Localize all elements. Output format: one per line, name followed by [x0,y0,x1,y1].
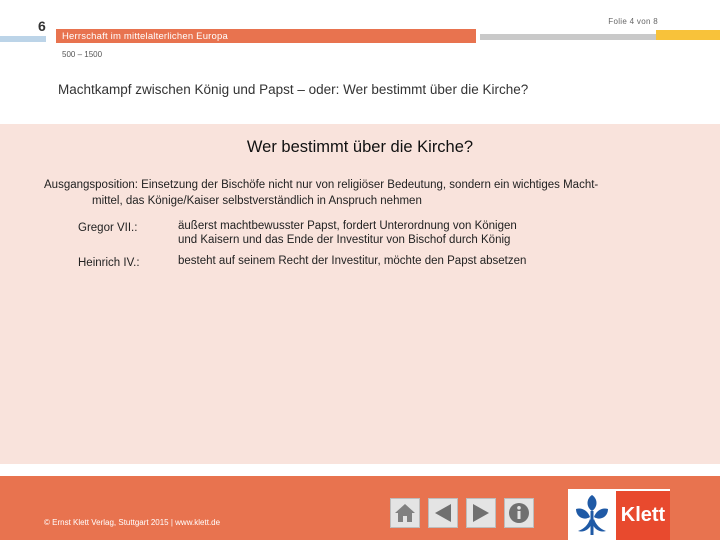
chapter-number: 6 [38,18,46,34]
person-description [178,219,598,247]
info-button[interactable] [504,498,534,528]
header-band-blue [0,36,46,42]
course-title: Herrschaft im mittelalterlichen Europa [62,31,228,42]
home-button[interactable] [390,498,420,528]
previous-button[interactable] [428,498,458,528]
logo-text: Klett [620,504,666,526]
person-name: Gregor VII.: [78,222,138,234]
previous-arrow-icon [430,500,456,526]
next-button[interactable] [466,498,496,528]
list-item [78,254,638,270]
next-arrow-icon [468,500,494,526]
description-line: besteht auf seinem Recht der Investitur, möchte den Papst absetzen [178,255,527,267]
klett-clover-icon [568,489,616,540]
page-title: Machtkampf zwischen König und Papst – oder: Wer bestimmt über die Kirche? [58,82,529,97]
content-box-title: Wer bestimmt über die Kirche? [246,138,474,156]
intro-text [44,177,644,209]
slide-counter: Folie 4 von 8 [608,17,658,26]
description-line: äußerst machtbewusster Papst, fordert Unterordnung von Königen [178,220,517,232]
home-icon [392,500,418,526]
klett-logo-text-box [616,491,670,540]
header-band-grey [480,34,656,40]
period-label: 500 – 1500 [62,50,103,59]
list-item [78,219,638,249]
intro-line-2: mittel, das Könige/Kaiser selbstverständlich in Anspruch nehmen [92,195,422,207]
intro-line-1: Ausgangsposition: Einsetzung der Bischöfe nicht nur von religiöser Bedeutung, sondern ein wichtiges Macht- [44,179,599,191]
copyright-text: © Ernst Klett Verlag, Stuttgart 2015 | www.klett.de [44,518,221,527]
info-icon [506,500,532,526]
description-line: und Kaisern und das Ende der Investitur von Bischof durch König [178,234,511,246]
person-name: Heinrich IV.: [78,257,140,269]
person-description [178,254,598,268]
content-area [0,124,720,464]
header-band-yellow [656,30,720,40]
